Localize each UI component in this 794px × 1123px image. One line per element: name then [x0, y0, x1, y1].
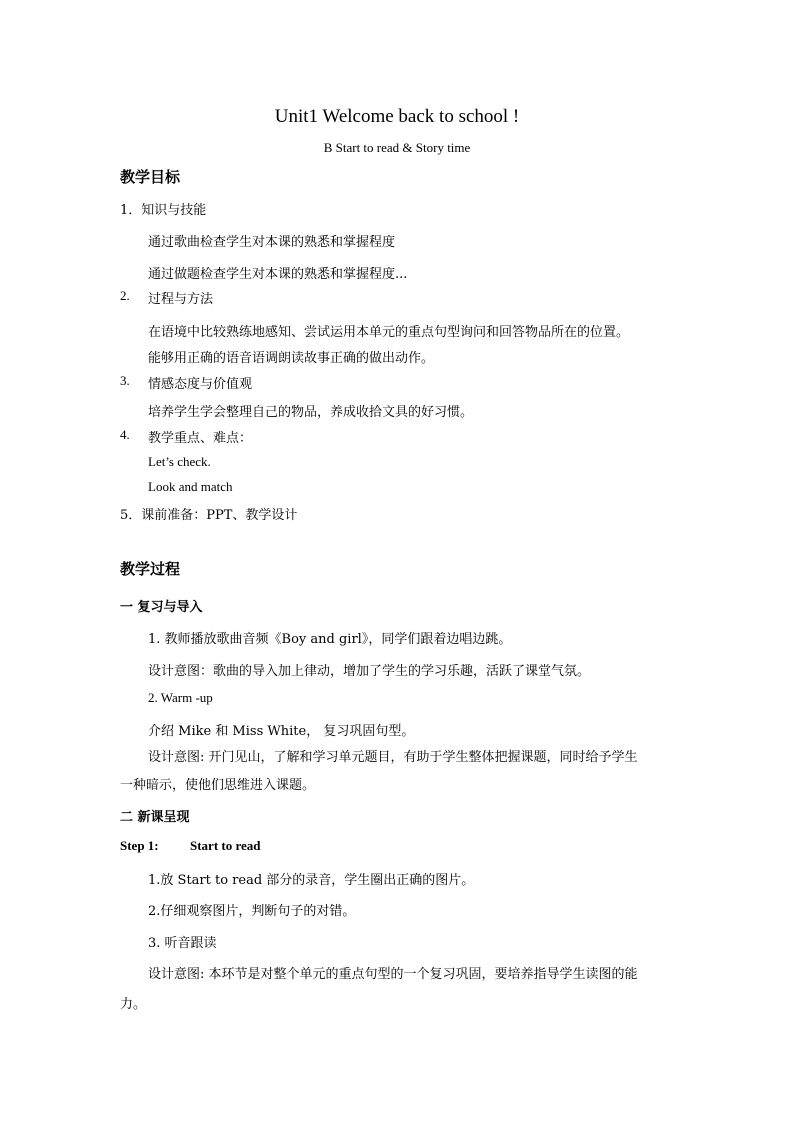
step-paragraph-2: 2.仔细观察图片，判断句子的对错。: [148, 904, 356, 919]
process-paragraph-2: 设计意图：歌曲的导入加上律动，增加了学生的学习乐趣，活跃了课堂气氛。: [148, 664, 591, 679]
objective-item-4-number: 4.: [120, 427, 130, 442]
step-label: Step 1:: [120, 838, 159, 853]
process-paragraph-3: 2. Warm -up: [148, 690, 213, 705]
document-title: Unit1 Welcome back to school !: [274, 106, 520, 127]
objective-item-1: 1．知识与技能: [120, 203, 207, 218]
step-title: Start to read: [190, 838, 261, 853]
process-paragraph-4: 介绍 Mike 和 Miss White， 复习巩固句型。: [148, 724, 415, 739]
objective-item-2-number: 2.: [120, 288, 130, 303]
objective-item-4-line-2: Look and match: [148, 479, 233, 494]
objective-item-1-line-1: 通过歌曲检查学生对本课的熟悉和掌握程度: [148, 235, 396, 250]
document-subtitle: B Start to read & Story time: [323, 140, 471, 155]
objective-item-2-line-2: 能够用正确的语音语调朗读故事正确的做出动作。: [148, 351, 435, 366]
objective-item-3: 情感态度与价值观: [148, 377, 253, 392]
objective-item-5: 5．课前准备：PPT、教学设计: [120, 508, 298, 523]
objective-item-3-number: 3.: [120, 373, 130, 388]
section-heading-objectives: 教学目标: [120, 168, 181, 186]
subsection-heading-new-lesson: 二 新课呈现: [120, 810, 190, 825]
subsection-heading-review: 一 复习与导入: [120, 600, 203, 615]
objective-item-1-line-2: 通过做题检查学生对本课的熟悉和掌握程度...: [148, 267, 408, 282]
objective-item-2-line-1: 在语境中比较熟练地感知、尝试运用本单元的重点句型询问和回答物品所在的位置。: [148, 325, 630, 340]
step-paragraph-1: 1.放 Start to read 部分的录音，学生圈出正确的图片。: [148, 873, 475, 888]
process-paragraph-1: 1. 教师播放歌曲音频《Boy and girl》，同学们跟着边唱边跳。: [148, 632, 512, 647]
objective-item-3-line-1: 培养学生学会整理自己的物品，养成收拾文具的好习惯。: [148, 405, 474, 420]
objective-item-2: 过程与方法: [148, 292, 214, 307]
section-heading-process: 教学过程: [120, 560, 181, 578]
step-paragraph-3: 3. 听音跟读: [148, 936, 217, 951]
objective-item-4: 教学重点、难点：: [148, 431, 253, 446]
step-paragraph-4-line-1: 设计意图: 本环节是对整个单元的重点句型的一个复习巩固，要培养指导学生读图的能: [148, 967, 638, 982]
process-paragraph-5-line-2: 一种暗示，使他们思维进入课题。: [120, 778, 316, 793]
objective-item-4-line-1: Let’s check.: [148, 454, 211, 469]
step-paragraph-4-line-2: 力。: [120, 997, 147, 1012]
process-paragraph-5-line-1: 设计意图: 开门见山，了解和学习单元题目，有助于学生整体把握课题，同时给予学生: [148, 750, 638, 765]
